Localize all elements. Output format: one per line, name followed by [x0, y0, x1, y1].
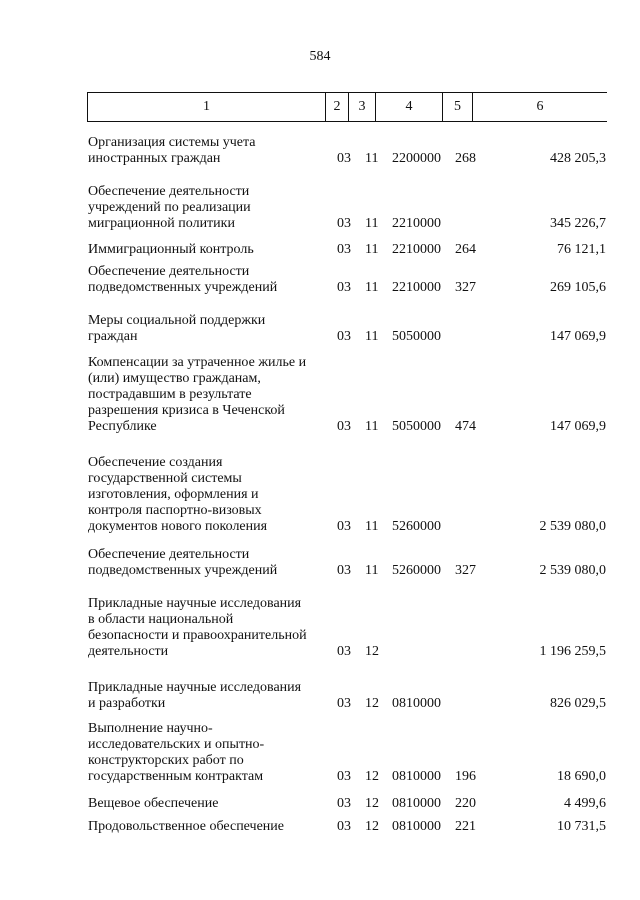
target-article-code: 5050000 — [392, 329, 441, 344]
row-name — [88, 184, 333, 232]
table-row — [0, 547, 640, 579]
row-name — [88, 135, 333, 167]
row-name-line: Республике — [88, 419, 157, 434]
row-name-line: подведомственных учреждений — [88, 563, 278, 578]
row-name-line: безопасности и правоохранительной — [88, 628, 307, 643]
row-name-line: Компенсации за утраченное жилье и — [88, 355, 307, 370]
row-name-line: разрешения кризиса в Чеченской — [88, 403, 285, 418]
section-code: 03 — [337, 769, 351, 784]
subsection-code: 11 — [365, 216, 379, 231]
row-name-line: исследовательских и опытно- — [88, 737, 265, 752]
row-name — [88, 547, 333, 579]
subsection-code: 12 — [365, 644, 379, 659]
row-name-line: миграционной политики — [88, 216, 235, 231]
table-row — [0, 596, 640, 660]
amount: 2 539 080,0 — [539, 563, 606, 578]
table-row — [0, 721, 640, 785]
column-header-6: 6 — [473, 93, 608, 122]
subsection-code: 12 — [365, 819, 379, 834]
table-row — [0, 184, 640, 232]
row-name-line: Продовольственное обеспечение — [88, 819, 284, 834]
row-name-line: Прикладные научные исследования — [88, 596, 302, 611]
table-row — [0, 355, 640, 435]
section-code: 03 — [337, 280, 351, 295]
row-name-line: граждан — [88, 329, 138, 344]
amount: 345 226,7 — [550, 216, 606, 231]
row-name-line: изготовления, оформления и — [88, 487, 259, 502]
table-row — [0, 680, 640, 712]
row-name — [88, 355, 333, 435]
row-name — [88, 796, 333, 812]
table-row — [0, 313, 640, 345]
expense-type-code: 474 — [455, 419, 476, 434]
column-header-1: 1 — [88, 93, 326, 122]
expense-type-code: 327 — [455, 563, 476, 578]
column-header-5: 5 — [443, 93, 473, 122]
column-header-2: 2 — [326, 93, 349, 122]
row-name-line: деятельности — [88, 644, 169, 659]
subsection-code: 11 — [365, 280, 379, 295]
row-name — [88, 596, 333, 660]
section-code: 03 — [337, 519, 351, 534]
row-name-line: контроля паспортно-визовых — [88, 503, 262, 518]
target-article-code: 5260000 — [392, 563, 441, 578]
table-row — [0, 796, 640, 812]
amount: 4 499,6 — [564, 796, 606, 811]
target-article-code: 2210000 — [392, 280, 441, 295]
row-name-line: документов нового поколения — [88, 519, 268, 534]
amount: 18 690,0 — [557, 769, 606, 784]
row-name-line: Обеспечение деятельности — [88, 184, 250, 199]
column-header-4: 4 — [376, 93, 443, 122]
row-name — [88, 819, 333, 835]
row-name-line: Обеспечение создания — [88, 455, 223, 470]
section-code: 03 — [337, 644, 351, 659]
table-row — [0, 819, 640, 835]
row-name — [88, 680, 333, 712]
amount: 1 196 259,5 — [539, 644, 606, 659]
amount: 269 105,6 — [550, 280, 606, 295]
row-name-line: пострадавшим в результате — [88, 387, 252, 402]
row-name-line: учреждений по реализации — [88, 200, 251, 215]
section-code: 03 — [337, 819, 351, 834]
column-header-row — [87, 92, 607, 122]
row-name — [88, 721, 333, 785]
expense-type-code: 268 — [455, 151, 476, 166]
row-name-line: Обеспечение деятельности — [88, 547, 250, 562]
target-article-code: 5260000 — [392, 519, 441, 534]
row-name-line: (или) имущество гражданам, — [88, 371, 261, 386]
row-name-line: Вещевое обеспечение — [88, 796, 219, 811]
column-header-3: 3 — [349, 93, 376, 122]
row-name — [88, 264, 333, 296]
section-code: 03 — [337, 151, 351, 166]
amount: 147 069,9 — [550, 419, 606, 434]
expense-type-code: 221 — [455, 819, 476, 834]
subsection-code: 11 — [365, 242, 379, 257]
row-name-line: конструкторских работ по — [88, 753, 244, 768]
subsection-code: 11 — [365, 419, 379, 434]
row-name-line: Прикладные научные исследования — [88, 680, 302, 695]
row-name — [88, 455, 333, 535]
subsection-code: 12 — [365, 769, 379, 784]
amount: 428 205,3 — [550, 151, 606, 166]
row-name-line: Обеспечение деятельности — [88, 264, 250, 279]
expense-type-code: 327 — [455, 280, 476, 295]
target-article-code: 0810000 — [392, 796, 441, 811]
table-row — [0, 455, 640, 535]
amount: 10 731,5 — [557, 819, 606, 834]
section-code: 03 — [337, 563, 351, 578]
row-name-line: иностранных граждан — [88, 151, 221, 166]
page-number: 584 — [309, 49, 331, 64]
row-name-line: Иммиграционный контроль — [88, 242, 254, 257]
amount: 76 121,1 — [557, 242, 606, 257]
expense-type-code: 220 — [455, 796, 476, 811]
target-article-code: 2200000 — [392, 151, 441, 166]
subsection-code: 11 — [365, 151, 379, 166]
section-code: 03 — [337, 216, 351, 231]
amount: 826 029,5 — [550, 696, 606, 711]
amount: 147 069,9 — [550, 329, 606, 344]
section-code: 03 — [337, 329, 351, 344]
target-article-code: 0810000 — [392, 696, 441, 711]
expense-type-code: 264 — [455, 242, 476, 257]
row-name-line: государственной системы — [88, 471, 242, 486]
section-code: 03 — [337, 696, 351, 711]
amount: 2 539 080,0 — [539, 519, 606, 534]
subsection-code: 12 — [365, 796, 379, 811]
row-name — [88, 242, 333, 258]
target-article-code: 5050000 — [392, 419, 441, 434]
row-name-line: Выполнение научно- — [88, 721, 213, 736]
table-row — [0, 242, 640, 258]
target-article-code: 2210000 — [392, 216, 441, 231]
row-name — [88, 313, 333, 345]
table-row — [0, 264, 640, 296]
row-name-line: Организация системы учета — [88, 135, 256, 150]
row-name-line: государственным контрактам — [88, 769, 264, 784]
row-name-line: подведомственных учреждений — [88, 280, 278, 295]
section-code: 03 — [337, 796, 351, 811]
subsection-code: 11 — [365, 519, 379, 534]
row-name-line: Меры социальной поддержки — [88, 313, 266, 328]
target-article-code: 2210000 — [392, 242, 441, 257]
subsection-code: 11 — [365, 563, 379, 578]
subsection-code: 11 — [365, 329, 379, 344]
table-row — [0, 135, 640, 167]
target-article-code: 0810000 — [392, 769, 441, 784]
row-name-line: и разработки — [88, 696, 166, 711]
target-article-code: 0810000 — [392, 819, 441, 834]
section-code: 03 — [337, 419, 351, 434]
subsection-code: 12 — [365, 696, 379, 711]
section-code: 03 — [337, 242, 351, 257]
row-name-line: в области национальной — [88, 612, 234, 627]
expense-type-code: 196 — [455, 769, 476, 784]
